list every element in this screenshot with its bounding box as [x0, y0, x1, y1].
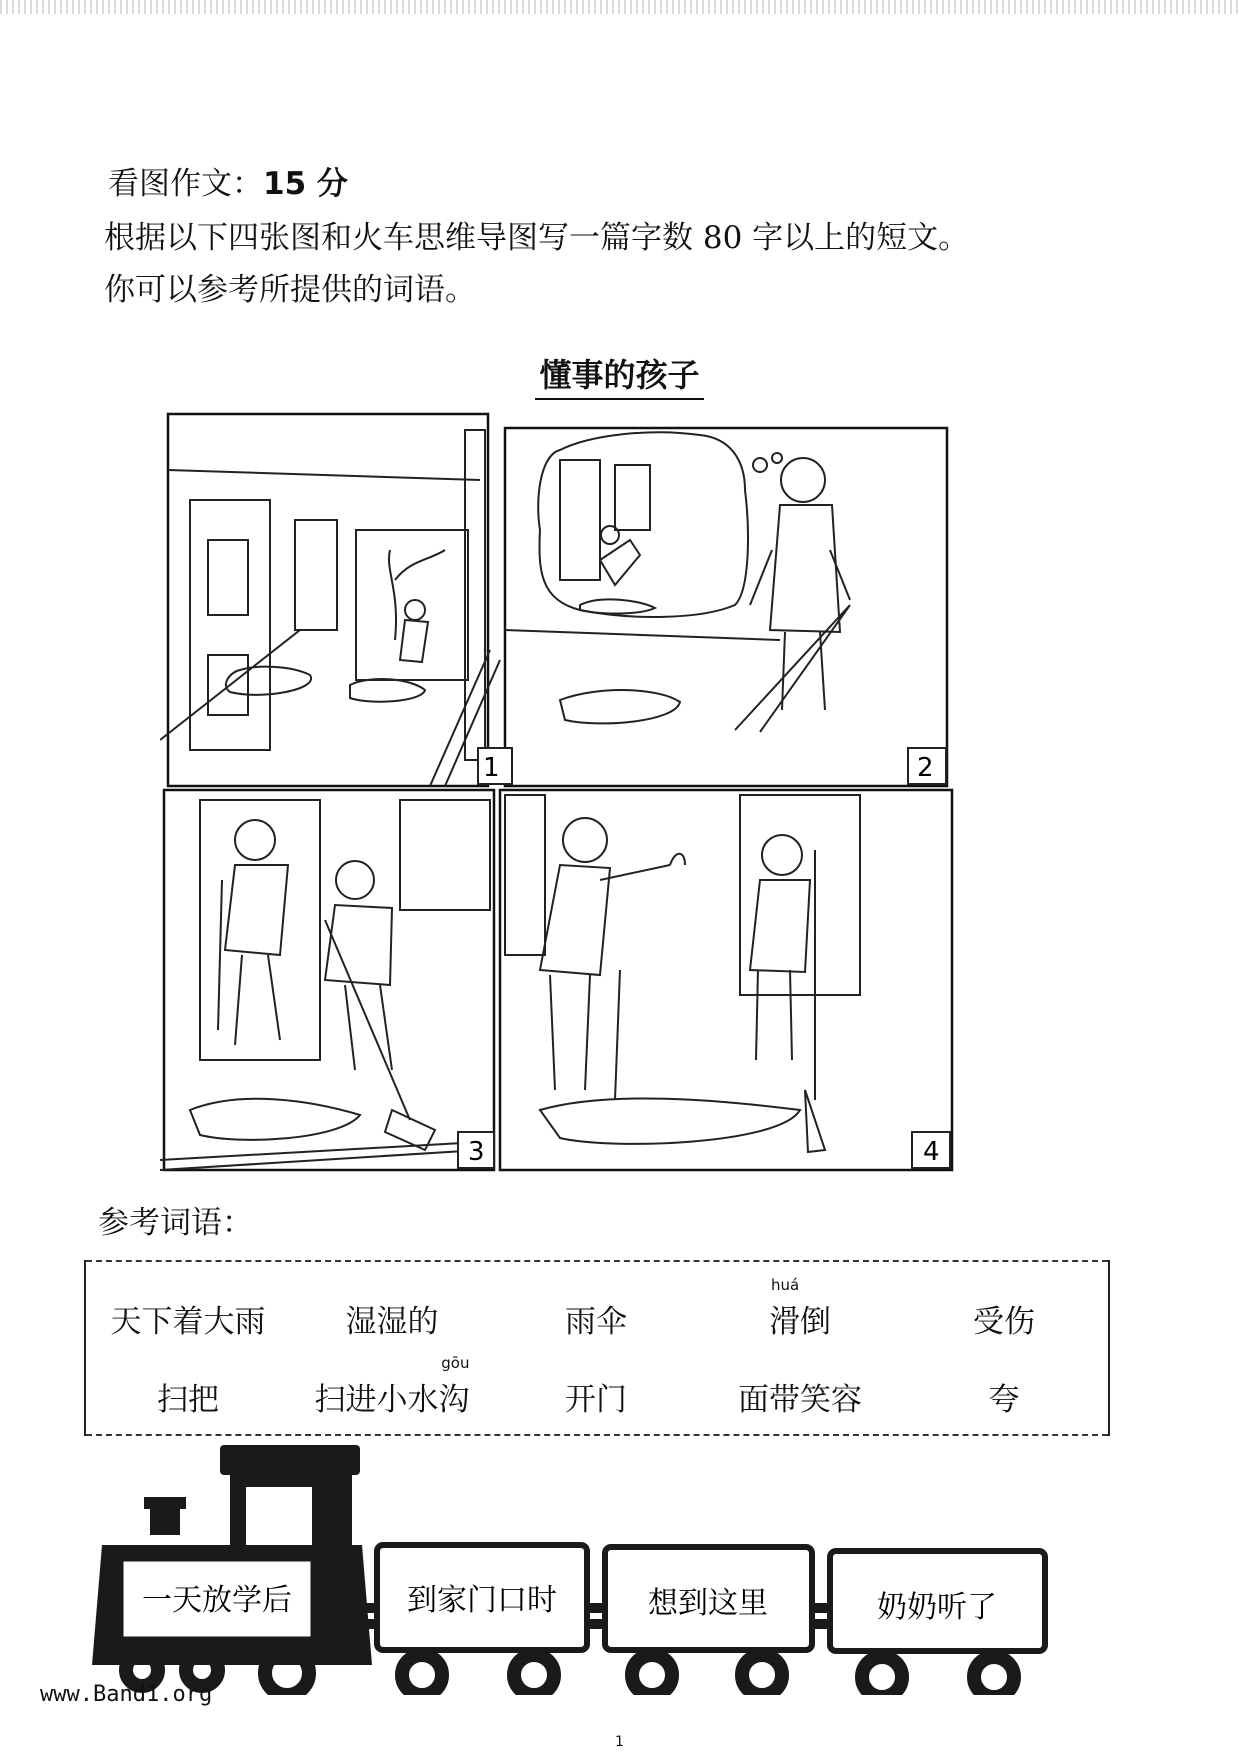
vocab-row-2	[86, 1346, 1108, 1426]
footer-website: www.Band1.org	[40, 1682, 213, 1707]
pinyin-gou: gōu	[441, 1354, 470, 1372]
panel1-scene	[160, 430, 512, 786]
task-heading	[108, 158, 348, 203]
train-car-label-2: 到家门口时	[407, 1583, 557, 1618]
essay-title: 懂事的孩子	[0, 350, 1239, 396]
pinyin-hua: huá	[771, 1276, 800, 1294]
instruction-line-2: 你可以参考所提供的词语。	[104, 272, 476, 308]
panel-frame-4	[500, 790, 952, 1170]
panel-frame-1	[168, 414, 488, 786]
task-heading-label: 看图作文：	[108, 166, 263, 202]
vocab-word: 天下着大雨	[110, 1304, 266, 1340]
panel-number-1: 1	[483, 753, 500, 783]
vocab-word: 受伤	[973, 1304, 1035, 1340]
panel4-scene	[505, 795, 950, 1168]
vocab-word-with-pinyin: gōu 扫进小水沟	[314, 1354, 470, 1418]
panel-number-2: 2	[917, 753, 934, 783]
panel3-scene	[160, 800, 494, 1170]
panel-number-3: 3	[468, 1137, 485, 1167]
vocab-row-1	[86, 1268, 1108, 1348]
panel2-scene	[505, 432, 946, 784]
vocab-label: 参考词语：	[98, 1205, 253, 1241]
comic-strip	[160, 410, 970, 1175]
task-score: 15 分	[263, 166, 348, 202]
vocab-word: 面带笑容	[738, 1382, 862, 1418]
vocab-word-with-pinyin: huá 滑倒	[769, 1276, 831, 1340]
instruction-line-1: 根据以下四张图和火车思维导图写一篇字数 80 字以上的短文。	[104, 220, 970, 256]
comic-illustration	[160, 410, 970, 1175]
vocab-word: 湿湿的	[345, 1304, 439, 1340]
train-car-label-1: 一天放学后	[142, 1583, 292, 1618]
vocab-word: 扫把	[157, 1382, 219, 1418]
vocab-word: 雨伞	[565, 1304, 627, 1340]
vocab-word: 夸	[988, 1382, 1020, 1418]
train-mind-map	[72, 1435, 1112, 1695]
vocab-word: 开门	[565, 1382, 627, 1418]
train-illustration	[72, 1435, 1112, 1695]
train-car-label-4: 奶奶听了	[877, 1590, 997, 1625]
train-car-label-3: 想到这里	[648, 1586, 768, 1621]
page-number: 1	[615, 1734, 624, 1750]
vocab-box	[84, 1260, 1110, 1436]
panel-number-4: 4	[923, 1137, 940, 1167]
scan-noise	[0, 0, 1239, 14]
